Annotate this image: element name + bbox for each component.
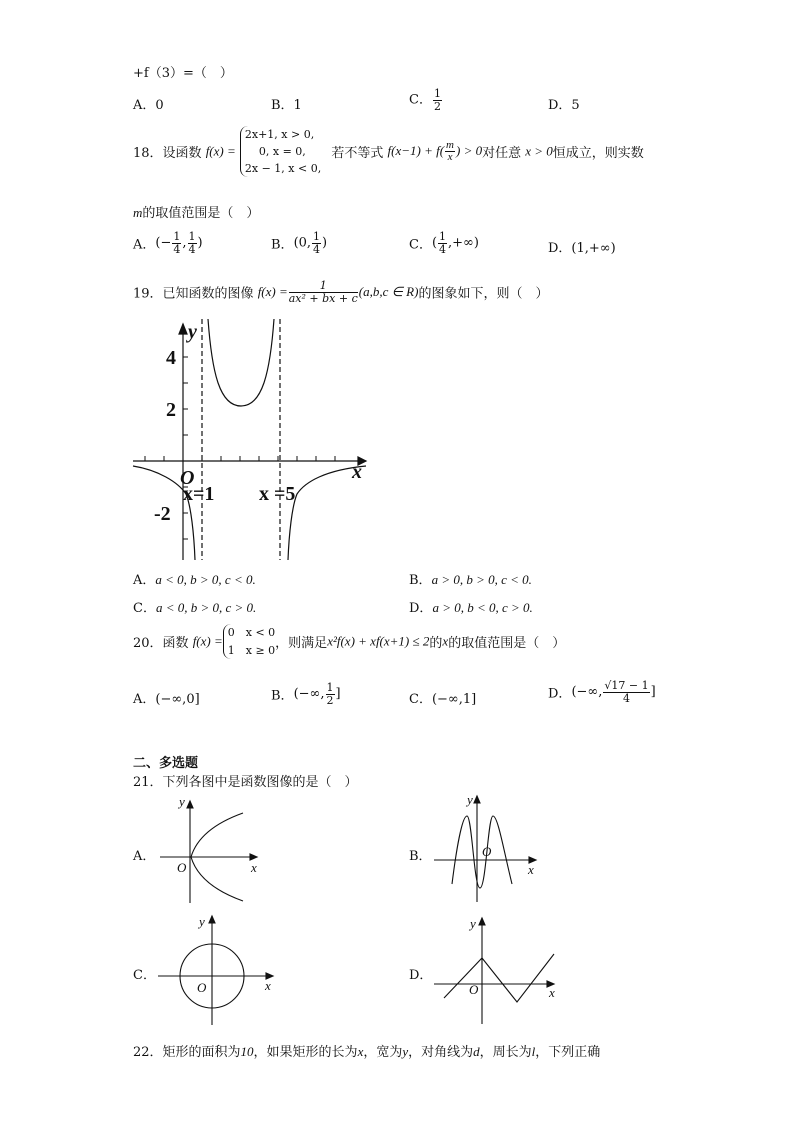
q17-option-c-fraction — [433, 88, 442, 112]
y-axis-arrow-icon — [479, 918, 485, 925]
y-axis-arrow-icon — [179, 324, 187, 334]
q18-b-frac — [312, 231, 321, 255]
x-ticks — [145, 456, 335, 461]
y-axis-label: y — [470, 916, 476, 931]
q22-var-x: x — [357, 1044, 364, 1059]
q19-option-c — [133, 597, 256, 616]
q21-stem: 21．下列各图中是函数图像的是（ ） — [133, 775, 358, 790]
y-axis-arrow-icon — [187, 801, 193, 808]
origin-label: O — [197, 980, 207, 995]
x-axis-label: x — [549, 985, 555, 1000]
frac-num: √17 − 1 — [604, 679, 649, 692]
q18-condition-2: 对任意 — [482, 146, 522, 162]
q19-number: 19．已知函数的图像 — [133, 286, 254, 302]
frac-num: 1 — [313, 230, 321, 243]
frac-den: 4 — [188, 242, 196, 256]
y-axis-label: y — [179, 795, 185, 809]
q19-stem — [133, 280, 548, 304]
origin-label: O — [180, 467, 195, 489]
frac-den: 4 — [622, 691, 630, 705]
tick-label-2: 2 — [166, 399, 176, 421]
curve-middle-branch — [208, 319, 274, 406]
zigzag-line — [444, 954, 554, 1002]
x-axis-label: x — [528, 862, 534, 877]
frac-den: 4 — [173, 242, 181, 256]
option-label: B． — [409, 573, 432, 588]
option-label: D． — [548, 686, 572, 702]
q22-var-d: d — [473, 1044, 480, 1059]
q19-graph — [128, 314, 373, 562]
q18-fx: f(x) = — [205, 143, 236, 159]
q22-stem — [133, 1041, 600, 1060]
q18-option-a — [133, 231, 203, 255]
frac-num: 1 — [188, 230, 196, 243]
q20-text: ，则满足 — [275, 636, 328, 652]
q20-stem — [133, 624, 565, 659]
paren: ( — [431, 235, 438, 251]
x-axis-label: x — [352, 461, 362, 483]
q18-line2 — [133, 202, 259, 221]
option-text: a < 0, b > 0, c > 0. — [155, 600, 257, 615]
frac-den: 2 — [326, 693, 334, 707]
y-axis-arrow-icon — [209, 916, 215, 923]
option-text: a > 0, b < 0, c > 0. — [432, 600, 533, 615]
q18-option-c — [409, 231, 479, 255]
y-axis-label: y — [188, 321, 197, 343]
x-axis-label: x — [265, 978, 271, 993]
q18-ineq-fraction — [445, 140, 455, 164]
q17-option-d: D．5 — [548, 98, 580, 113]
q18-case-2: 0, x = 0, — [258, 145, 306, 159]
y-axis-label: y — [467, 792, 473, 807]
q20-b-pre: (−∞, — [293, 686, 325, 702]
q21-option-c-label: C． — [133, 968, 156, 983]
frac-den: 4 — [313, 242, 321, 256]
q20-option-c: C．(−∞,1] — [409, 692, 477, 707]
q21-option-b-label: B． — [409, 849, 432, 864]
q20-option-a: A．(−∞,0] — [133, 692, 200, 707]
q21-option-d-label: D． — [409, 968, 433, 983]
q20-fx: f(x) = — [192, 633, 223, 649]
q21-graph-c — [155, 912, 280, 1027]
option-label: B． — [271, 237, 294, 253]
q19-option-b — [409, 569, 532, 588]
option-label: D． — [409, 601, 433, 616]
option-text: a > 0, b > 0, c < 0. — [431, 572, 532, 587]
q18-a-frac1 — [172, 231, 181, 255]
q18-a-end: ) — [197, 235, 203, 251]
tick-label-4: 4 — [166, 347, 176, 369]
y-ticks — [183, 357, 188, 539]
q20-option-d — [548, 680, 656, 704]
q18-option-b — [271, 231, 327, 255]
frac-den: 2 — [433, 99, 441, 113]
q18-option-d: D．(1,+∞) — [548, 241, 616, 256]
comma: , — [182, 235, 187, 251]
section-title: 二、多选题 — [133, 756, 199, 771]
q20-b-frac — [326, 682, 335, 706]
q19-tail: 的图象如下，则（ ） — [418, 286, 549, 302]
option-label: C． — [409, 237, 432, 253]
q18-line2-text: 的取值范围是（ ） — [142, 206, 260, 221]
y-axis-arrow-icon — [474, 796, 480, 803]
frac-num: 1 — [173, 230, 181, 243]
option-label: A． — [133, 237, 156, 253]
q22-area: 10 — [240, 1044, 254, 1059]
origin-label: O — [469, 982, 479, 997]
q22-text-1: 22．矩形的面积为 — [133, 1045, 241, 1060]
q18-condition-text: 若不等式 — [331, 146, 384, 162]
q20-d-pre: (−∞, — [571, 684, 603, 700]
frac-den: x — [447, 151, 453, 164]
option-label: B． — [271, 688, 294, 704]
frac-num: 1 — [326, 681, 334, 694]
q20-d-end: ] — [650, 684, 656, 700]
x-axis-label: x — [251, 860, 257, 875]
q19-domain: (a,b,c ∈ R) — [358, 284, 419, 300]
q17-option-b: B．1 — [271, 98, 302, 113]
y-axis-label: y — [199, 914, 205, 929]
q18-a-pre: (− — [155, 235, 172, 251]
q18-a-frac2 — [188, 231, 197, 255]
q18-ineq-right: ) > 0 — [455, 142, 483, 158]
q20-var: x — [442, 633, 449, 649]
q18-c-frac — [438, 231, 447, 255]
q17-option-c-label: C． — [409, 92, 432, 108]
frac-num: m — [446, 138, 454, 151]
q18-case-1: 2x+1, x > 0, — [244, 128, 315, 141]
q20-d-frac — [603, 680, 649, 704]
asymptote-label-1: x=1 — [183, 483, 215, 505]
q18-b-end: ) — [322, 235, 328, 251]
q20-inequality: x²f(x) + xf(x+1) ≤ 2 — [327, 633, 430, 649]
q18-var-m: m — [133, 205, 143, 220]
option-label: C． — [133, 601, 156, 616]
q17-option-a: A．0 — [133, 98, 164, 113]
q19-fx: f(x) = — [257, 284, 288, 300]
q20-b-end: ] — [335, 686, 341, 702]
q20-text-3: 的取值范围是（ ） — [448, 636, 566, 652]
q17-top-line: +f（3）=（ ） — [133, 66, 233, 81]
q20-case-2: 1 x ≥ 0 — [227, 643, 276, 657]
q19-option-a — [133, 569, 256, 588]
q21-graph-b — [432, 792, 542, 904]
q18-ineq-left: f(x−1) + f( — [387, 142, 445, 158]
q20-case-1: 0 x < 0 — [227, 626, 276, 639]
q19-option-d — [409, 597, 533, 616]
q18-condition-3: 恒成立，则实数 — [552, 146, 644, 162]
q22-text-4: ，对角线为 — [408, 1045, 474, 1060]
q18-case-3: 2x − 1, x < 0, — [244, 162, 322, 176]
tick-label-minus-2: -2 — [154, 503, 171, 525]
q18-piecewise — [240, 126, 321, 177]
frac-den: 4 — [439, 242, 447, 256]
q22-text-3: ，宽为 — [363, 1045, 403, 1060]
q21-option-a-label: A． — [133, 849, 156, 864]
origin-label: O — [177, 860, 187, 875]
q22-var-l: l — [531, 1044, 536, 1059]
origin-label: O — [482, 844, 492, 859]
q20-text-2: 的 — [429, 636, 443, 652]
q20-option-b — [271, 682, 341, 706]
q20-number: 20．函数 — [133, 636, 189, 652]
q18-inequality — [387, 138, 483, 164]
q22-text-5: ，周长为 — [479, 1045, 532, 1060]
q18-b-pre: (0, — [293, 235, 312, 251]
q18-number: 18．设函数 — [133, 146, 202, 162]
option-label: A． — [133, 573, 156, 588]
frac-num: 1 — [289, 280, 358, 293]
q18-var-x: x > 0 — [525, 143, 553, 159]
asymptote-label-5: x =5 — [259, 483, 296, 505]
q18-c-end: ,+∞) — [448, 235, 479, 251]
option-text: a < 0, b > 0, c < 0. — [155, 572, 256, 587]
q22-var-y: y — [402, 1044, 409, 1059]
q21-graph-a — [155, 795, 270, 905]
q21-graph-d — [432, 914, 562, 1026]
q19-fraction — [289, 280, 358, 304]
q17-option-c — [409, 88, 443, 112]
frac-den: ax² + bx + c — [288, 291, 358, 305]
q22-text-6: ，下列正确 — [535, 1045, 601, 1060]
q18-stem — [133, 126, 644, 177]
frac-num: 1 — [439, 230, 447, 243]
q20-piecewise — [223, 624, 275, 659]
frac-num: 1 — [433, 87, 441, 100]
q22-text-2: ，如果矩形的长为 — [253, 1045, 358, 1060]
